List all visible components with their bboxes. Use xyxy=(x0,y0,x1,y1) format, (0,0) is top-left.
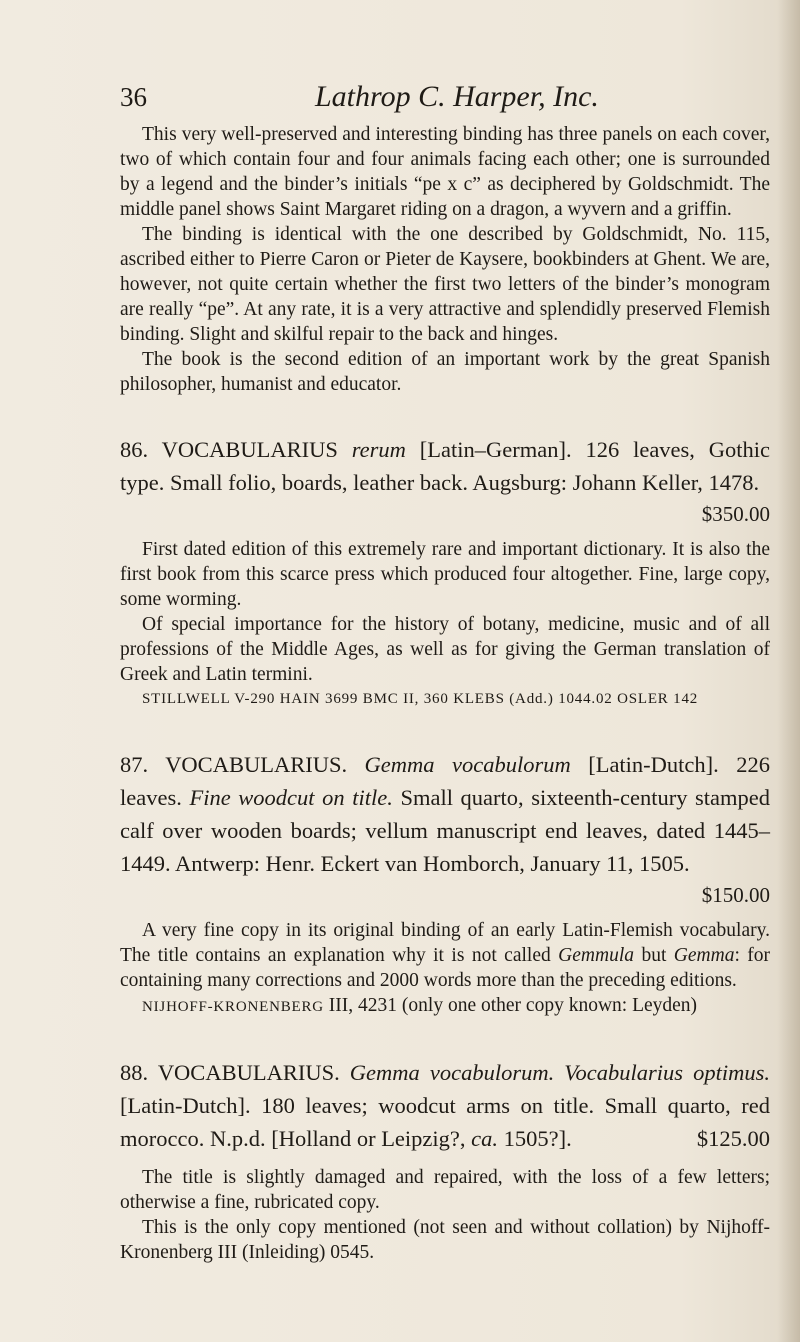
entry-description: 1505?]. xyxy=(503,1126,572,1151)
references-smallcaps: NIJHOFF-KRONENBERG xyxy=(142,999,324,1015)
entry-title-italic: Gemma vocabulorum xyxy=(364,752,571,777)
entry-title: VOCABULARIUS xyxy=(161,437,338,462)
note-italic: Gemmula xyxy=(558,945,634,966)
entry-title: VOCABULARIUS. xyxy=(157,1060,340,1085)
entry-heading xyxy=(120,748,770,880)
entry-number: 88. xyxy=(120,1060,149,1085)
intro-section xyxy=(120,122,770,397)
catalog-entry-88 xyxy=(120,1056,770,1265)
spacer xyxy=(120,1155,770,1165)
entry-title-italic: rerum xyxy=(351,437,406,462)
page-header xyxy=(120,80,770,114)
entry-price: $350.00 xyxy=(701,502,770,526)
entry-note xyxy=(120,918,770,993)
entry-note: This is the only copy mentioned (not seen and without collation) by Nijhoff-Kronenberg III (Inleiding) 0545. xyxy=(120,1217,770,1263)
intro-paragraph: This very well-preserved and interesting binding has three panels on each cover, two of which contain four and four animals facing each other; one is surrounded by a legend and the binder’s initials “pe x c” as deciphered by Goldschmidt. The middle panel shows Saint Margaret riding on a dragon, a wyvern and a griffin. xyxy=(120,124,770,220)
entry-note: Of special importance for the history of botany, medicine, music and of all professions of the Middle Ages, as well as for giving the German translation of Greek and Latin termini. xyxy=(120,614,770,685)
entry-description-italic: Fine woodcut on title. xyxy=(189,785,393,810)
note-text: A very fine copy in its original binding of an early Latin-Flemish vocabulary. The title contains an explanation why it is not called xyxy=(120,920,770,966)
note-text: but xyxy=(641,945,667,966)
entry-references xyxy=(120,993,770,1020)
intro-paragraph: The book is the second edition of an important work by the great Spanish philosopher, humanist and educator. xyxy=(120,349,770,395)
entry-price: $150.00 xyxy=(701,883,770,907)
entry-heading xyxy=(120,433,770,499)
entry-description: [Latin–German]. 126 leaves, Gothic type. Small folio, boards, leather back. Augsburg: Johann Keller, 1478. xyxy=(120,437,771,495)
entry-note: First dated edition of this extremely rare and important dictionary. It is also the first book from this scarce press which produced four altogether. Fine, large copy, some worming. xyxy=(120,539,770,610)
catalog-entry-87 xyxy=(120,748,770,1020)
page-number: 36 xyxy=(120,82,147,112)
entry-heading xyxy=(120,1056,770,1155)
entry-title-italic: Gemma vocabulorum. Vocabularius optimus. xyxy=(349,1060,771,1085)
note-italic: Gemma xyxy=(673,945,735,966)
entry-price: $125.00 xyxy=(696,1126,770,1151)
references-text: III, 4231 (only one other copy known: Leyden) xyxy=(328,995,698,1016)
entry-description: [Latin-Dutch]. 226 leaves. xyxy=(120,752,770,810)
catalog-entry-86 xyxy=(120,433,770,712)
entry-note: The title is slightly damaged and repaired, with the loss of a few letters; otherwise a fine, rubricated copy. xyxy=(120,1167,770,1213)
entry-title: VOCABULARIUS. xyxy=(165,752,348,777)
entry-number: 86. xyxy=(120,437,149,462)
running-title: Lathrop C. Harper, Inc. xyxy=(315,80,599,113)
page-edge-shadow xyxy=(778,0,800,1342)
entry-number: 87. xyxy=(120,752,149,777)
page-content xyxy=(120,80,770,1265)
entry-description: Small quarto, sixteenth-century stamped calf over wooden boards; vellum manuscript end leaves, dated 1445–1449. Antwerp: Henr. Eckert van Homborch, January 11, 1505. xyxy=(120,785,771,876)
entry-description-italic: ca. xyxy=(471,1126,499,1151)
intro-paragraph: The binding is identical with the one described by Goldschmidt, No. 115, ascribed either to Pierre Caron or Pieter de Kaysere, bookbinders at Ghent. We are, however, not quite certain whether the first two letters of the binder’s monogram are really “pe”. At any rate, it is a very attractive and splendidly preserved Flemish binding. Slight and skilful repair to the back and hinges. xyxy=(120,224,770,345)
note-text: : for containing many corrections and 2000 words more than the preceding editions. xyxy=(120,945,771,991)
entry-references: STILLWELL V-290 HAIN 3699 BMC II, 360 KLEBS (Add.) 1044.02 OSLER 142 xyxy=(142,691,699,707)
entry-description: [Latin-Dutch]. 180 leaves; woodcut arms on title. Small quarto, red morocco. N.p.d. [Holland or Leipzig?, xyxy=(120,1093,770,1151)
